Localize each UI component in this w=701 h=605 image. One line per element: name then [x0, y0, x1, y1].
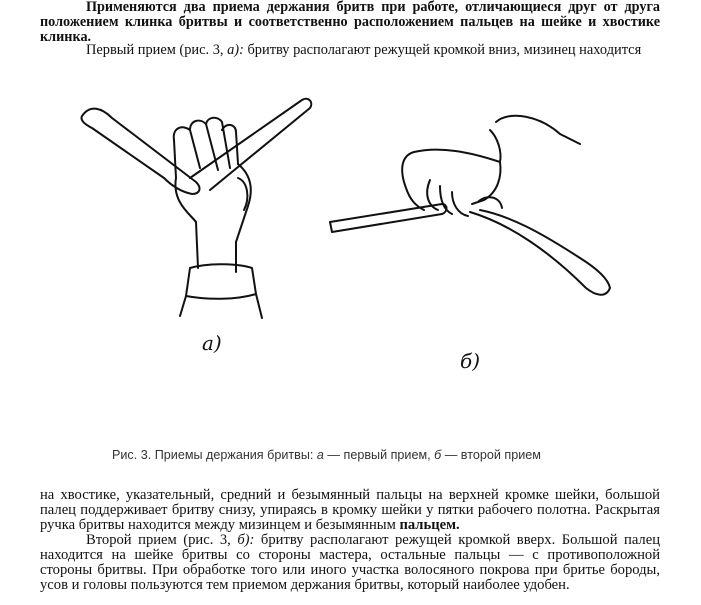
first-grip-drawing [81, 99, 311, 318]
first-method-continuation [40, 488, 660, 533]
caption-suffix: — второй прием [441, 448, 541, 462]
second-letter: б): [237, 532, 255, 548]
first-suffix: бритву располагают режущей кромкой вниз, мизинец находится [243, 42, 642, 58]
second-suffix: бритву располагают режущей кромкой вверх. Большой палец находится на шейке бритвы со стороны мастера, остальные пальцы — с противоположной стороны бритвы. При обработке того или иного участка волосяного покрова при бритье бороды, усов и головы пользуются тем приемом держания бритвы, который наиболее удобен. [40, 532, 660, 593]
caption-prefix: Рис. 3. Приемы держания бритвы: [112, 448, 317, 462]
first-method-paragraph [40, 43, 660, 58]
continuation-text: на хвостике, указательный, средний и безымянный пальцы на верхней кромке шейки, большой палец поддерживает бритву снизу, упираясь в кромку шейки у пятки рабочего полотна. Раскрытая ручка бритвы находится между мизинцем и безымянным [40, 487, 660, 533]
second-method-paragraph [40, 533, 660, 593]
caption-b: б [434, 448, 442, 462]
continuation-bold-word: пальцем. [399, 517, 460, 533]
intro-paragraph: Применяются два приема держания бритв при работе, отличающиеся друг от друга положением клинка бритвы и соответственно расположением пальцев на шейке и хвостике клинка. [40, 0, 660, 45]
figure-caption [112, 449, 582, 462]
caption-mid: — первый прием, [323, 448, 435, 462]
razor-grip-figure [40, 82, 670, 452]
first-prefix: Первый прием (рис. 3, [86, 42, 228, 58]
caption-a: а [316, 448, 324, 462]
second-prefix: Второй прием (рис. 3, [86, 532, 238, 548]
label-a: а) [202, 331, 222, 355]
label-b: б) [460, 349, 481, 373]
second-grip-drawing [330, 116, 610, 295]
first-letter: а): [227, 42, 244, 58]
